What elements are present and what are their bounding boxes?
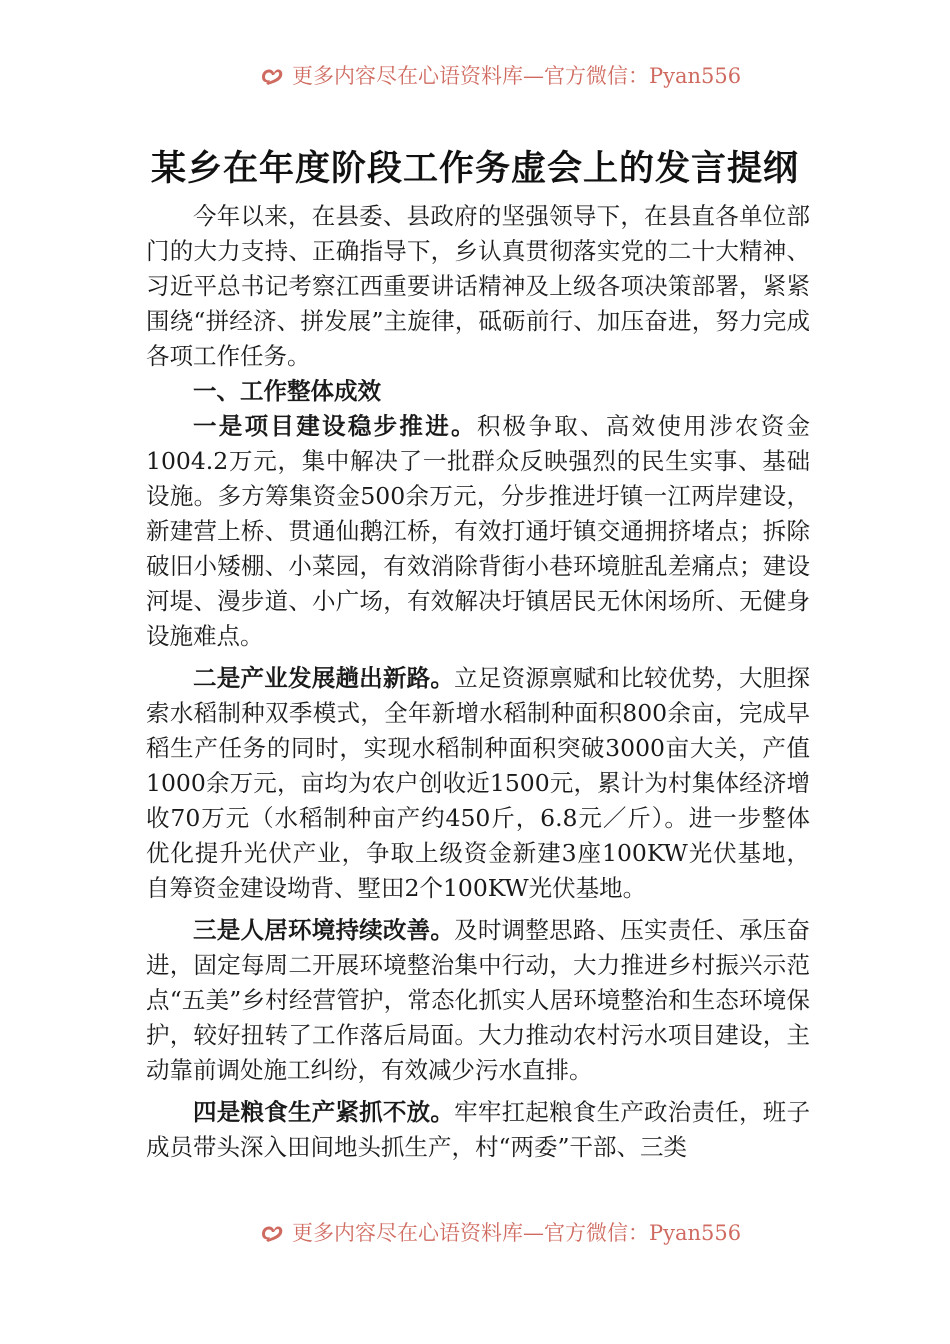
watermark-bottom bbox=[0, 1205, 950, 1245]
item-text: 立足资源禀赋和比较优势，大胆探索水稻制种双季模式，全年新增水稻制种面积800余亩，完成早稻生产任务的同时，实现水稻制种面积突破3000亩大关，产值1000余万元，亩均为农户创收近1500元，累计为村集体经济增收70万元（水稻制种亩产约450斤，6.8元／斤）。进一步整体优化提升光伏产业，争取上级资金新建3座100KW光伏基地，自筹资金建设坳背、墅田2个100KW光伏基地。 bbox=[146, 664, 811, 902]
watermark-top bbox=[0, 48, 950, 88]
item-text: 积极争取、高效使用涉农资金1004.2万元，集中解决了一批群众反映强烈的民生实事、基础设施。多方筹集资金500余万元，分步推进圩镇一江两岸建设，新建营上桥、贯通仙鹅江桥，有效打通圩镇交通拥挤堵点；拆除破旧小矮棚、小菜园，有效消除背街小巷环境脏乱差痛点；建设河堤、漫步道、小广场，有效解决圩镇居民无休闲场所、无健身设施难点。 bbox=[146, 412, 811, 650]
item-paragraph bbox=[146, 1095, 810, 1165]
document-title: 某乡在年度阶段工作务虚会上的发言提纲 bbox=[150, 148, 799, 189]
logo-icon bbox=[258, 63, 286, 87]
watermark-text: 更多内容尽在心语资料库—官方微信：Pyan556 bbox=[292, 1221, 742, 1245]
item-lead: 一是项目建设稳步推进。 bbox=[193, 412, 477, 440]
item-paragraph bbox=[146, 913, 810, 1088]
item-paragraph bbox=[146, 409, 810, 654]
item-paragraph bbox=[146, 661, 810, 906]
item-text: 牢牢扛起粮食生产政治责任，班子成员带头深入田间地头抓生产，村“两委”干部、三类 bbox=[146, 1098, 811, 1161]
section-heading: 一、工作整体成效 bbox=[193, 377, 381, 405]
document-body bbox=[146, 199, 810, 1165]
watermark-text: 更多内容尽在心语资料库—官方微信：Pyan556 bbox=[292, 64, 742, 88]
item-lead: 三是人居环境持续改善。 bbox=[193, 916, 455, 944]
item-text: 及时调整思路、压实责任、承压奋进，固定每周二开展环境整治集中行动，大力推进乡村振兴示范点“五美”乡村经营管护，常态化抓实人居环境整治和生态环境保护，较好扭转了工作落后局面。大力推动农村污水项目建设，主动靠前调处施工纠纷，有效减少污水直排。 bbox=[146, 916, 811, 1084]
item-lead: 二是产业发展趟出新路。 bbox=[193, 664, 455, 692]
logo-icon bbox=[258, 1220, 286, 1244]
intro-paragraph: 今年以来，在县委、县政府的坚强领导下，在县直各单位部门的大力支持、正确指导下，乡认真贯彻落实党的二十大精神、习近平总书记考察江西重要讲话精神及上级各项决策部署，紧紧围绕“拼经济、拼发展”主旋律，砥砺前行、加压奋进，努力完成各项工作任务。 bbox=[146, 202, 810, 370]
item-lead: 四是粮食生产紧抓不放。 bbox=[193, 1098, 455, 1126]
